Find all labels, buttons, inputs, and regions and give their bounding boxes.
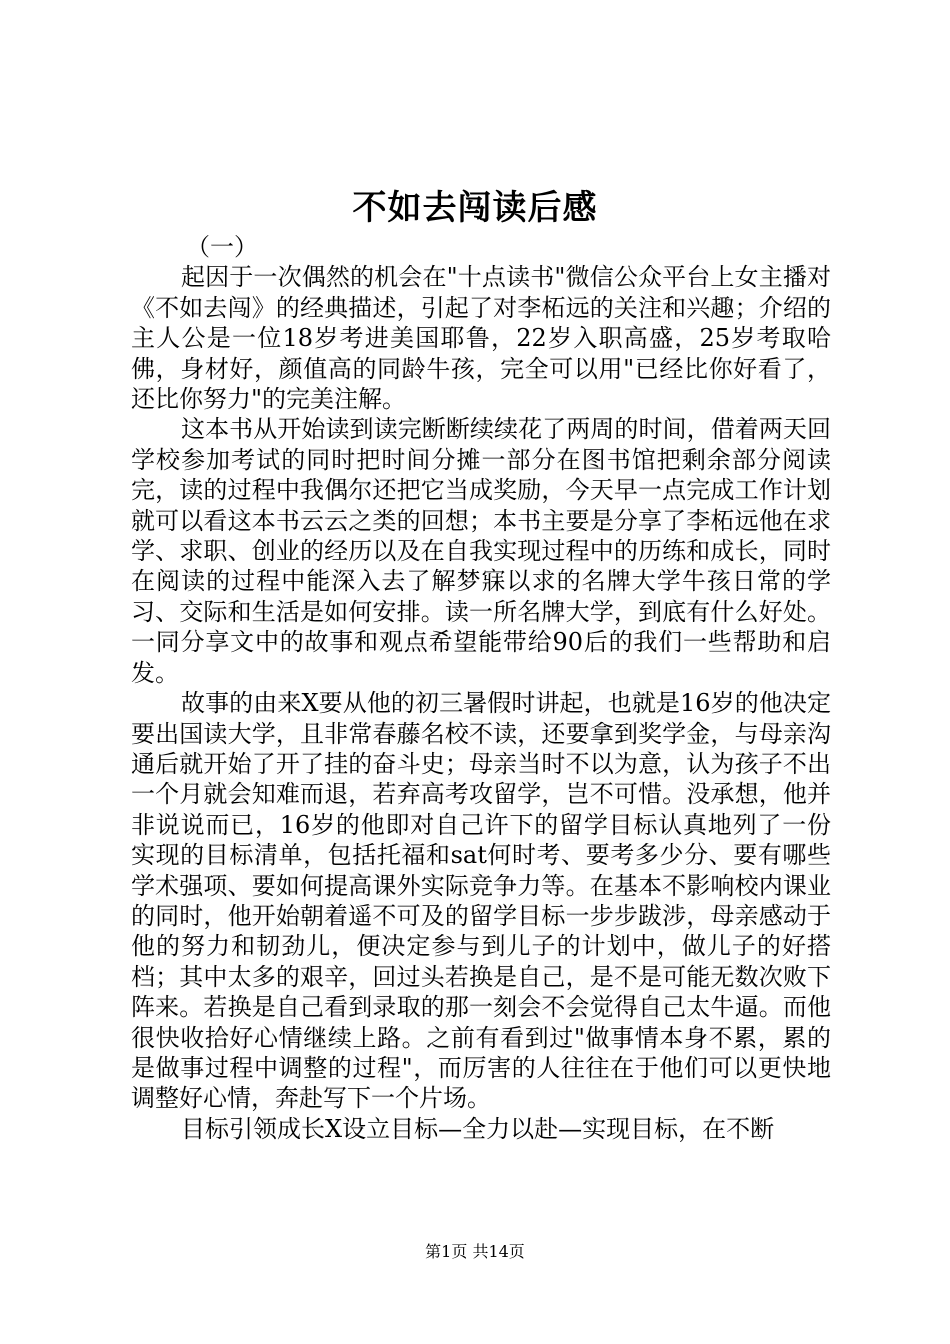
section-heading: （一） — [186, 233, 258, 261]
paragraph-2: 这本书从开始读到读完断断续续花了两周的时间，借着两天回学校参加考试的同时把时间分摊一部分在图书馆把剩余部分阅读完，读的过程中我偶尔还把它当成奖励，今天早一点完成工作计划就可以看这本书云云之类的回想；本书主要是分享了李柘远他在求学、求职、创业的经历以及在自我实现过程中的历练和成长，同时在阅读的过程中能深入去了解梦寐以求的名牌大学牛孩日常的学习、交际和生活是如何安排。读一所名牌大学，到底有什么好处。一同分享文中的故事和观点希望能带给90后的我们一些帮助和启发。 — [131, 415, 831, 687]
document-title: 不如去闯读后感 — [352, 188, 598, 228]
page-footer: 第1页 共14页 — [425, 1242, 525, 1261]
paragraph-4: 目标引领成长X设立目标—全力以赴—实现目标，在不断 — [181, 1114, 775, 1143]
document-body — [131, 232, 831, 1144]
paragraph-3: 故事的由来X要从他的初三暑假时讲起，也就是16岁的他决定要出国读大学，且非常春藤名校不读，还要拿到奖学金，与母亲沟通后就开始了开了挂的奋斗史；母亲当时不以为意，认为孩子不出一个月就会知难而退，若弃高考攻留学，岂不可惜。没承想，他并非说说而已，16岁的他即对自己许下的留学目标认真地列了一份实现的目标清单，包括托福和sat何时考、要考多少分、要有哪些学术强项、要如何提高课外实际竞争力等。在基本不影响校内课业的同时，他开始朝着遥不可及的留学目标一步步跋涉，母亲感动于他的努力和韧劲儿，便决定参与到儿子的计划中，做儿子的好搭档；其中太多的艰辛，回过头若换是自己，是不是可能无数次败下阵来。若换是自己看到录取的那一刻会不会觉得自己太牛逼。而他很快收拾好心情继续上路。之前有看到过"做事情本身不累，累的是做事过程中调整的过程"，而厉害的人往往在于他们可以更快地调整好心情，奔赴写下一个片场。 — [131, 689, 831, 1113]
paragraph-1: 起因于一次偶然的机会在"十点读书"微信公众平台上女主播对《不如去闯》的经典描述，引起了对李柘远的关注和兴趣；介绍的主人公是一位18岁考进美国耶鲁，22岁入职高盛，25岁考取哈佛，身材好，颜值高的同龄牛孩，完全可以用"已经比你好看了，还比你努力"的完美注解。 — [131, 263, 831, 414]
